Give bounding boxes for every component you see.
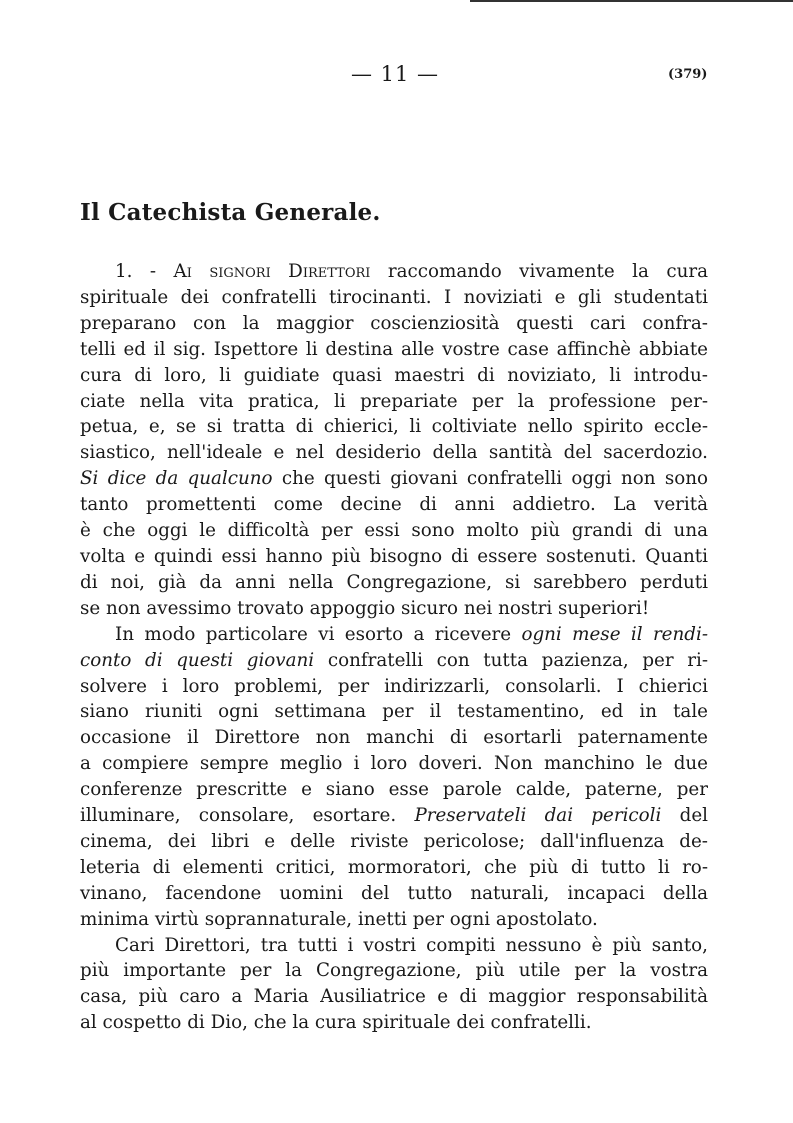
text-line	[80, 984, 708, 1010]
text-segment: Ai signori Direttori	[173, 261, 371, 282]
page-number: — 11 —	[350, 62, 440, 86]
text-segment: volta e quindi essi hanno più bisogno di essere sostenuti. Quanti	[80, 545, 708, 567]
page-header	[0, 62, 793, 92]
text-segment: leteria di elementi critici, mormoratori, che più di tutto li ro-	[80, 856, 708, 878]
text-segment: preparano con la maggior coscienziosità questi cari confra-	[80, 312, 708, 334]
text-line	[80, 414, 708, 440]
text-line	[80, 699, 708, 725]
text-segment: minima virtù soprannaturale, inetti per ogni apostolato.	[80, 908, 598, 930]
text-segment: conto di questi giovani	[80, 649, 315, 671]
text-segment: petua, e, se si tratta di chierici, li coltiviate nello spirito eccle-	[80, 416, 708, 438]
text-line	[80, 544, 708, 570]
text-line	[80, 829, 708, 855]
text-line	[80, 881, 708, 907]
text-segment: del	[661, 805, 708, 827]
text-line	[80, 492, 708, 518]
text-line	[80, 933, 708, 959]
text-segment: ogni mese il rendi-	[521, 623, 708, 645]
text-segment: se non avessimo trovato appoggio sicuro nei nostri superiori!	[80, 597, 650, 619]
text-segment: casa, più caro a Maria Ausiliatrice e di maggior responsabilità	[80, 986, 708, 1008]
text-segment: cura di loro, li guidiate quasi maestri di noviziato, li introdu-	[80, 364, 708, 386]
text-line	[80, 466, 708, 492]
text-segment: siano riuniti ogni settimana per il testamentino, ed in tale	[80, 701, 708, 723]
text-line	[80, 518, 708, 544]
section-number: (379)	[668, 67, 708, 82]
paragraph	[80, 259, 708, 622]
paragraph	[80, 933, 708, 1037]
text-segment: vinano, facendone uomini del tutto naturali, incapaci della	[80, 882, 708, 904]
text-line	[80, 674, 708, 700]
text-segment: più importante per la Congregazione, più utile per la vostra	[80, 960, 708, 982]
text-line	[80, 570, 708, 596]
text-segment: confratelli con tutta pazienza, per ri-	[314, 649, 708, 671]
text-segment: Preservateli dai pericoli	[414, 805, 662, 827]
text-line	[80, 440, 708, 466]
text-line	[80, 622, 708, 648]
text-segment: raccomando vivamente la cura	[370, 261, 708, 282]
text-segment: 1. -	[115, 261, 174, 282]
text-segment: al cospetto di Dio, che la cura spirituale dei confratelli.	[80, 1012, 592, 1034]
text-segment: che questi giovani confratelli oggi non sono	[272, 468, 708, 490]
text-segment: ciate nella vita pratica, li prepariate per la professione per-	[80, 390, 708, 412]
text-segment: tanto promettenti come decine di anni addietro. La verità	[80, 494, 708, 516]
top-rule	[470, 0, 793, 2]
text-line	[80, 751, 708, 777]
text-segment: conferenze prescritte e siano esse parole calde, paterne, per	[80, 779, 708, 801]
text-line	[80, 596, 708, 622]
paragraph	[80, 622, 708, 933]
text-segment: cinema, dei libri e delle riviste pericolose; dall'influenza de-	[80, 830, 708, 852]
text-line	[80, 259, 708, 285]
text-line	[80, 389, 708, 415]
text-segment: siastico, nell'ideale e nel desiderio della santità del sacerdozio.	[80, 442, 708, 464]
text-segment: telli ed il sig. Ispettore li destina alle vostre case affinchè abbiate	[80, 338, 708, 360]
section-title: Il Catechista Generale.	[80, 199, 381, 226]
text-line	[80, 648, 708, 674]
text-line	[80, 1010, 708, 1036]
text-segment: illuminare, consolare, esortare.	[80, 805, 415, 827]
text-segment: In modo particolare vi esorto a ricevere	[115, 623, 522, 645]
text-line	[80, 777, 708, 803]
text-segment: di noi, già da anni nella Congregazione, si sarebbero perduti	[80, 571, 708, 593]
text-line	[80, 285, 708, 311]
text-line	[80, 311, 708, 337]
text-segment: occasione il Direttore non manchi di esortarli paternamente	[80, 727, 708, 749]
text-line	[80, 803, 708, 829]
text-line	[80, 907, 708, 933]
text-line	[80, 725, 708, 751]
text-line	[80, 958, 708, 984]
text-segment: solvere i loro problemi, per indirizzarli, consolarli. I chierici	[80, 675, 708, 697]
text-segment: Si dice da qualcuno	[80, 468, 273, 490]
text-segment: a compiere sempre meglio i loro doveri. Non manchino le due	[80, 753, 708, 775]
text-line	[80, 337, 708, 363]
body-text	[80, 259, 708, 1036]
text-segment: spirituale dei confratelli tirocinanti. I noviziati e gli studentati	[80, 286, 708, 308]
text-line	[80, 855, 708, 881]
text-segment: Cari Direttori, tra tutti i vostri compiti nessuno è più santo,	[115, 934, 708, 956]
text-line	[80, 363, 708, 389]
text-segment: è che oggi le difficoltà per essi sono molto più grandi di una	[80, 520, 708, 542]
